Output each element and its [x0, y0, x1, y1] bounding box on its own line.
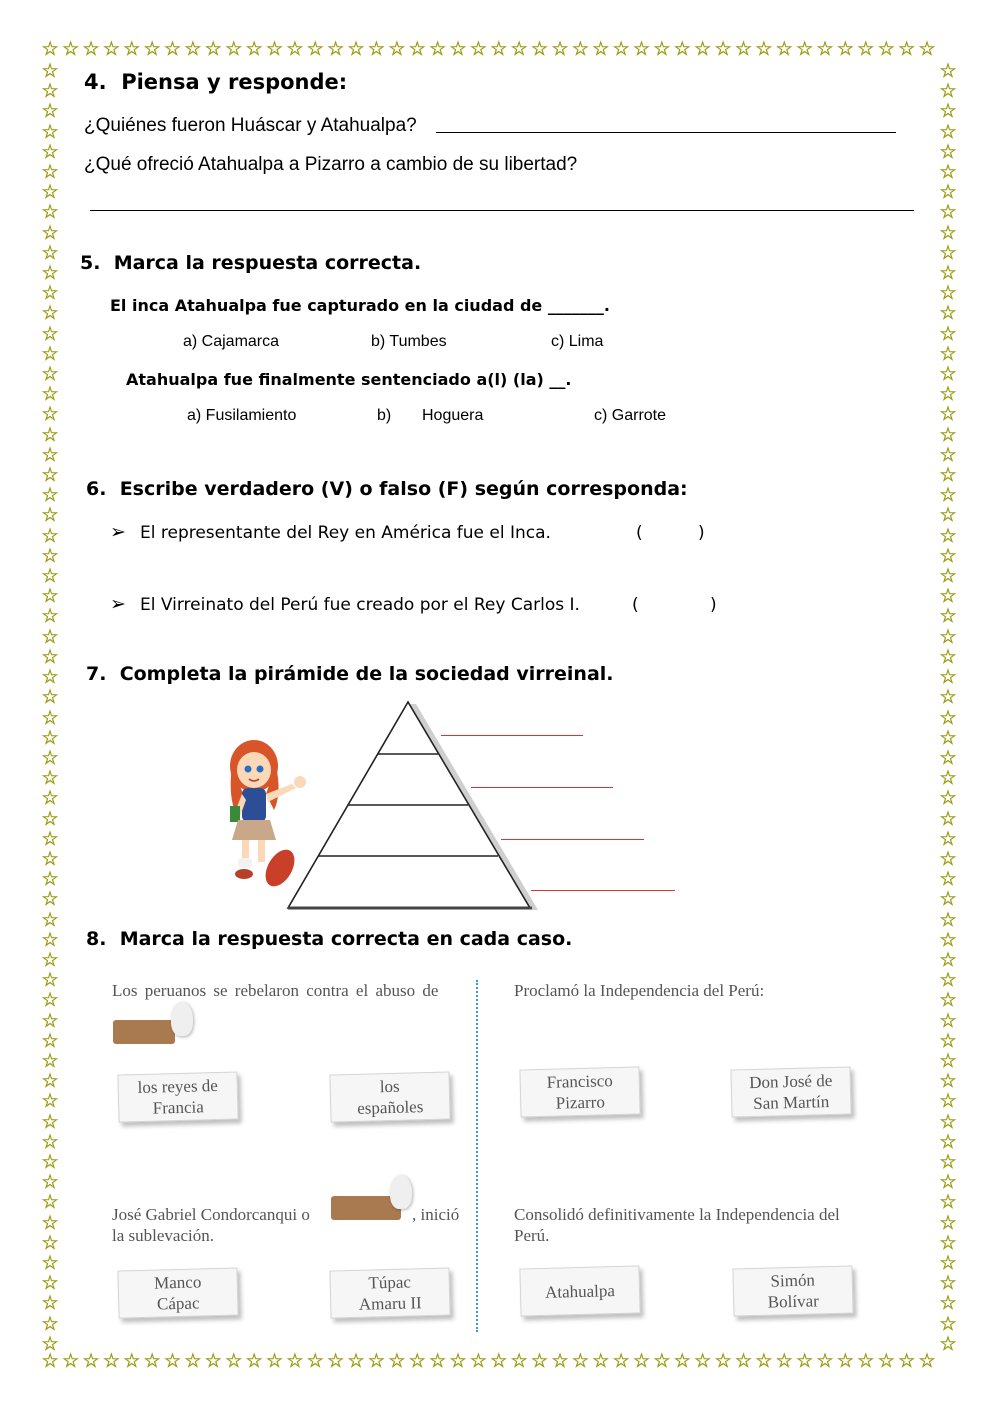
star-icon: ☆ — [41, 1131, 59, 1153]
star-icon: ☆ — [939, 1313, 957, 1335]
star-icon: ☆ — [939, 384, 957, 406]
star-icon: ☆ — [857, 39, 875, 60]
star-icon: ☆ — [41, 707, 59, 729]
q6-paren-open-1[interactable]: ( — [636, 523, 643, 543]
star-icon: ☆ — [367, 39, 385, 60]
star-icon: ☆ — [41, 949, 59, 971]
star-icon: ☆ — [41, 81, 59, 103]
q4-title: Piensa y responde: — [121, 70, 348, 94]
star-icon: ☆ — [939, 1071, 957, 1093]
q7-title: Completa la pirámide de la sociedad virreinal. — [119, 663, 614, 685]
star-icon: ☆ — [531, 1351, 549, 1372]
star-icon: ☆ — [877, 1351, 895, 1372]
star-icon: ☆ — [143, 39, 161, 60]
star-icon: ☆ — [245, 39, 263, 60]
star-icon: ☆ — [939, 121, 957, 143]
star-icon: ☆ — [347, 1351, 365, 1372]
star-icon: ☆ — [82, 1351, 100, 1372]
star-icon: ☆ — [939, 1010, 957, 1032]
q5-title: Marca la respuesta correcta. — [113, 252, 422, 274]
q5-number: 5. — [80, 252, 101, 274]
q8-br-prompt-line2: Perú. — [514, 1226, 550, 1245]
star-icon: ☆ — [939, 1232, 957, 1254]
star-icon: ☆ — [939, 606, 957, 628]
q6-statement-2: El Virreinato del Perú fue creado por el Rey Carlos I. — [140, 595, 580, 615]
star-icon: ☆ — [939, 848, 957, 870]
star-icon: ☆ — [898, 1351, 916, 1372]
q5-heading — [80, 252, 421, 274]
q8-bl-prompt-part2: , inició — [412, 1205, 460, 1224]
star-icon: ☆ — [939, 1273, 957, 1295]
star-icon: ☆ — [469, 1351, 487, 1372]
q6-bullet-2: ➢ — [110, 593, 126, 615]
star-icon: ☆ — [939, 929, 957, 951]
star-icon: ☆ — [939, 1030, 957, 1052]
star-icon: ☆ — [939, 687, 957, 709]
star-icon: ☆ — [123, 39, 141, 60]
q8-br-option-1[interactable] — [519, 1265, 640, 1316]
star-icon: ☆ — [775, 39, 793, 60]
star-icon: ☆ — [41, 121, 59, 143]
q8-tl-option-2[interactable] — [329, 1071, 450, 1122]
star-icon: ☆ — [939, 545, 957, 567]
star-icon: ☆ — [939, 828, 957, 850]
star-icon: ☆ — [939, 1192, 957, 1214]
star-icon: ☆ — [327, 39, 345, 60]
star-icon: ☆ — [41, 202, 59, 224]
star-icon: ☆ — [836, 1351, 854, 1372]
star-icon: ☆ — [41, 667, 59, 689]
q4-answer-line-1[interactable] — [436, 132, 896, 133]
star-icon: ☆ — [408, 1351, 426, 1372]
star-icon: ☆ — [939, 465, 957, 487]
star-icon: ☆ — [41, 970, 59, 992]
star-icon: ☆ — [939, 869, 957, 891]
star-icon: ☆ — [143, 1351, 161, 1372]
star-border-top — [40, 40, 937, 59]
star-icon: ☆ — [41, 182, 59, 204]
star-icon: ☆ — [41, 848, 59, 870]
star-icon: ☆ — [41, 687, 59, 709]
society-pyramid — [282, 698, 540, 916]
star-icon: ☆ — [939, 1111, 957, 1133]
star-icon: ☆ — [41, 343, 59, 365]
star-icon: ☆ — [939, 1050, 957, 1072]
star-icon: ☆ — [184, 39, 202, 60]
star-icon: ☆ — [939, 1172, 957, 1194]
star-icon: ☆ — [551, 1351, 569, 1372]
q8-bl-tape-curl — [390, 1175, 412, 1209]
star-icon: ☆ — [286, 39, 304, 60]
star-icon: ☆ — [41, 990, 59, 1012]
star-icon: ☆ — [306, 1351, 324, 1372]
star-icon: ☆ — [41, 1050, 59, 1072]
q8-divider — [476, 980, 478, 1332]
star-icon: ☆ — [939, 364, 957, 386]
star-icon: ☆ — [41, 303, 59, 325]
star-icon: ☆ — [490, 39, 508, 60]
q8-tr-option-1-label: Francisco Pizarro — [546, 1071, 614, 1113]
q4-heading — [84, 70, 347, 94]
star-icon: ☆ — [734, 1351, 752, 1372]
star-icon: ☆ — [939, 1212, 957, 1234]
star-icon: ☆ — [918, 39, 936, 60]
star-icon: ☆ — [41, 1232, 59, 1254]
star-icon: ☆ — [939, 566, 957, 588]
star-icon: ☆ — [41, 444, 59, 466]
star-icon: ☆ — [714, 1351, 732, 1372]
star-icon: ☆ — [939, 101, 957, 123]
q5-item1-option-c[interactable]: c) Lima — [551, 333, 604, 350]
star-icon: ☆ — [939, 141, 957, 163]
star-icon: ☆ — [939, 1333, 957, 1355]
q8-br-prompt-line1: Consolidó definitivamente la Independencia del — [514, 1205, 840, 1224]
q6-title: Escribe verdadero (V) o falso (F) según corresponda: — [119, 478, 688, 500]
star-icon: ☆ — [592, 39, 610, 60]
star-icon: ☆ — [694, 39, 712, 60]
star-icon: ☆ — [898, 39, 916, 60]
star-icon: ☆ — [41, 1273, 59, 1295]
star-border-left — [40, 62, 60, 1355]
pyramid-answer-line-3[interactable] — [501, 839, 644, 840]
star-icon: ☆ — [41, 1111, 59, 1133]
star-icon: ☆ — [755, 1351, 773, 1372]
star-icon: ☆ — [939, 343, 957, 365]
star-icon: ☆ — [939, 61, 957, 82]
q8-tl-tape-blank — [113, 1020, 175, 1044]
q7-number: 7. — [86, 663, 107, 685]
star-icon: ☆ — [939, 444, 957, 466]
star-icon: ☆ — [939, 283, 957, 305]
star-icon: ☆ — [714, 39, 732, 60]
q6-heading — [86, 478, 688, 500]
star-icon: ☆ — [41, 263, 59, 285]
star-icon: ☆ — [939, 263, 957, 285]
star-icon: ☆ — [653, 39, 671, 60]
star-icon: ☆ — [82, 39, 100, 60]
star-icon: ☆ — [41, 788, 59, 810]
star-icon: ☆ — [41, 323, 59, 345]
star-icon: ☆ — [41, 1252, 59, 1274]
star-icon: ☆ — [755, 39, 773, 60]
q7-heading — [86, 663, 614, 685]
star-icon: ☆ — [939, 404, 957, 426]
star-icon: ☆ — [41, 61, 59, 82]
q6-number: 6. — [86, 478, 107, 500]
star-icon: ☆ — [836, 39, 854, 60]
star-icon: ☆ — [939, 81, 957, 103]
star-icon: ☆ — [41, 909, 59, 931]
q8-title: Marca la respuesta correcta en cada caso. — [119, 928, 573, 950]
q4-question-1: ¿Quiénes fueron Huáscar y Atahualpa? — [84, 115, 417, 136]
star-icon: ☆ — [327, 1351, 345, 1372]
star-icon: ☆ — [41, 1091, 59, 1113]
q5-item2-option-a[interactable]: a) Fusilamiento — [187, 407, 297, 424]
star-icon: ☆ — [41, 505, 59, 527]
star-icon: ☆ — [164, 1351, 182, 1372]
q8-tr-option-2[interactable] — [730, 1066, 851, 1117]
star-icon: ☆ — [796, 1351, 814, 1372]
star-icon: ☆ — [734, 39, 752, 60]
star-icon: ☆ — [41, 242, 59, 264]
q8-bl-prompt-part3: la sublevación. — [112, 1226, 214, 1245]
star-icon: ☆ — [41, 39, 59, 60]
star-icon: ☆ — [102, 1351, 120, 1372]
star-icon: ☆ — [123, 1351, 141, 1372]
q6-paren-close-1[interactable]: ) — [698, 523, 705, 543]
q8-bl-prompt-part1: José Gabriel Condorcanqui o — [112, 1205, 310, 1224]
q4-answer-line-2[interactable] — [90, 210, 914, 211]
star-icon: ☆ — [939, 1151, 957, 1173]
star-icon: ☆ — [816, 1351, 834, 1372]
star-icon: ☆ — [245, 1351, 263, 1372]
star-icon: ☆ — [184, 1351, 202, 1372]
star-icon: ☆ — [571, 39, 589, 60]
star-icon: ☆ — [41, 384, 59, 406]
star-icon: ☆ — [41, 1192, 59, 1214]
star-icon: ☆ — [939, 747, 957, 769]
star-icon: ☆ — [939, 485, 957, 507]
star-icon: ☆ — [265, 39, 284, 60]
star-icon: ☆ — [429, 39, 447, 60]
star-icon: ☆ — [531, 39, 549, 60]
star-icon: ☆ — [939, 586, 957, 608]
q8-tl-option-2-label: los españoles — [356, 1076, 424, 1118]
q8-bl-option-1[interactable] — [117, 1267, 238, 1318]
star-icon: ☆ — [449, 39, 467, 60]
star-icon: ☆ — [918, 1351, 936, 1372]
q4-number: 4. — [84, 70, 107, 94]
star-icon: ☆ — [41, 606, 59, 628]
star-icon: ☆ — [41, 485, 59, 507]
star-icon: ☆ — [41, 222, 59, 244]
star-icon: ☆ — [653, 1351, 671, 1372]
star-icon: ☆ — [41, 404, 59, 426]
star-icon: ☆ — [204, 39, 222, 60]
star-border-right — [938, 62, 958, 1355]
star-icon: ☆ — [41, 283, 59, 305]
star-icon: ☆ — [41, 364, 59, 386]
star-border-bottom — [40, 1352, 937, 1371]
star-icon: ☆ — [41, 1351, 59, 1372]
star-icon: ☆ — [939, 667, 957, 689]
star-icon: ☆ — [164, 39, 182, 60]
star-icon: ☆ — [571, 1351, 589, 1372]
star-icon: ☆ — [939, 768, 957, 790]
star-icon: ☆ — [939, 323, 957, 345]
star-icon: ☆ — [429, 1351, 447, 1372]
star-icon: ☆ — [41, 1313, 59, 1335]
star-icon: ☆ — [673, 1351, 691, 1372]
q8-tr-option-2-label: Don José de San Martín — [748, 1070, 833, 1113]
star-icon: ☆ — [102, 39, 120, 60]
star-icon: ☆ — [388, 1351, 406, 1372]
star-icon: ☆ — [204, 1351, 222, 1372]
star-icon: ☆ — [775, 1351, 793, 1372]
star-icon: ☆ — [796, 39, 814, 60]
q5-item2-option-b-letter[interactable]: b) — [377, 407, 392, 424]
star-icon: ☆ — [939, 909, 957, 931]
q6-bullet-1: ➢ — [110, 521, 126, 543]
star-icon: ☆ — [939, 990, 957, 1012]
star-icon: ☆ — [939, 727, 957, 749]
star-icon: ☆ — [41, 1293, 59, 1315]
star-icon: ☆ — [41, 727, 59, 749]
q5-item1-option-b[interactable]: b) Tumbes — [371, 333, 447, 350]
star-icon: ☆ — [306, 39, 324, 60]
star-icon: ☆ — [41, 545, 59, 567]
star-icon: ☆ — [939, 788, 957, 810]
star-icon: ☆ — [633, 39, 651, 60]
star-icon: ☆ — [551, 39, 569, 60]
star-icon: ☆ — [41, 525, 59, 547]
star-icon: ☆ — [41, 869, 59, 891]
star-icon: ☆ — [939, 1252, 957, 1274]
star-icon: ☆ — [939, 1293, 957, 1315]
star-icon: ☆ — [510, 1351, 528, 1372]
star-icon: ☆ — [939, 162, 957, 184]
star-icon: ☆ — [592, 1351, 610, 1372]
q6-paren-open-2[interactable]: ( — [632, 595, 639, 615]
star-icon: ☆ — [388, 39, 406, 60]
pyramid-answer-line-2[interactable] — [471, 787, 613, 788]
q6-paren-close-2[interactable]: ) — [710, 595, 717, 615]
q8-br-option-1-label: Atahualpa — [544, 1280, 616, 1302]
star-icon: ☆ — [41, 566, 59, 588]
star-icon: ☆ — [41, 424, 59, 446]
star-icon: ☆ — [939, 182, 957, 204]
star-icon: ☆ — [41, 646, 59, 668]
star-icon: ☆ — [367, 1351, 385, 1372]
star-icon: ☆ — [41, 1212, 59, 1234]
star-icon: ☆ — [41, 808, 59, 830]
star-icon: ☆ — [612, 39, 630, 60]
star-icon: ☆ — [41, 1071, 59, 1093]
star-icon: ☆ — [41, 1030, 59, 1052]
star-icon: ☆ — [225, 1351, 243, 1372]
q6-statement-1: El representante del Rey en América fue el Inca. — [140, 523, 551, 543]
star-icon: ☆ — [939, 646, 957, 668]
q8-bl-option-1-label: Manco Cápac — [153, 1272, 202, 1314]
star-icon: ☆ — [939, 424, 957, 446]
pyramid-answer-line-1[interactable] — [441, 735, 583, 736]
star-icon: ☆ — [939, 525, 957, 547]
star-icon: ☆ — [939, 626, 957, 648]
star-icon: ☆ — [41, 889, 59, 911]
q8-heading — [86, 928, 572, 950]
q5-item2-text: Atahualpa fue finalmente sentenciado a(l) (la) __. — [126, 370, 572, 389]
star-icon: ☆ — [225, 39, 243, 60]
star-icon: ☆ — [939, 303, 957, 325]
star-icon: ☆ — [694, 1351, 712, 1372]
star-icon: ☆ — [939, 1091, 957, 1113]
star-icon: ☆ — [939, 1131, 957, 1153]
star-icon: ☆ — [41, 828, 59, 850]
star-icon: ☆ — [939, 808, 957, 830]
q8-number: 8. — [86, 928, 107, 950]
q8-tl-prompt: Los peruanos se rebelaron contra el abuso de — [112, 981, 439, 1000]
star-icon: ☆ — [408, 39, 426, 60]
star-icon: ☆ — [41, 141, 59, 163]
star-icon: ☆ — [490, 1351, 508, 1372]
star-icon: ☆ — [939, 505, 957, 527]
star-icon: ☆ — [510, 39, 528, 60]
star-icon: ☆ — [673, 39, 691, 60]
q8-tr-prompt: Proclamó la Independencia del Perú: — [514, 981, 765, 1000]
q8-br-option-2-label: Simón Bolívar — [767, 1270, 820, 1312]
star-icon: ☆ — [939, 949, 957, 971]
star-icon: ☆ — [41, 101, 59, 123]
q8-tl-option-1-label: los reyes de Francia — [137, 1075, 219, 1118]
q8-br-option-2[interactable] — [732, 1265, 853, 1316]
star-icon: ☆ — [939, 242, 957, 264]
star-icon: ☆ — [41, 768, 59, 790]
star-icon: ☆ — [41, 929, 59, 951]
star-icon: ☆ — [41, 1333, 59, 1355]
star-icon: ☆ — [857, 1351, 875, 1372]
star-icon: ☆ — [347, 39, 365, 60]
star-icon: ☆ — [41, 1172, 59, 1194]
star-icon: ☆ — [41, 465, 59, 487]
star-icon: ☆ — [939, 707, 957, 729]
star-icon: ☆ — [939, 202, 957, 224]
q8-bl-option-2-label: Túpac Amaru II — [358, 1272, 422, 1314]
star-icon: ☆ — [877, 39, 895, 60]
star-icon: ☆ — [612, 1351, 630, 1372]
star-icon: ☆ — [265, 1351, 284, 1372]
q5-item2-option-c[interactable]: c) Garrote — [594, 407, 667, 424]
star-icon: ☆ — [41, 162, 59, 184]
q8-tl-option-1[interactable] — [117, 1071, 238, 1122]
pyramid-answer-line-4[interactable] — [531, 890, 675, 891]
q8-bl-option-2[interactable] — [329, 1267, 450, 1318]
star-icon: ☆ — [41, 1010, 59, 1032]
star-icon: ☆ — [449, 1351, 467, 1372]
star-icon: ☆ — [62, 39, 80, 60]
q8-tr-option-1[interactable] — [519, 1066, 640, 1117]
star-icon: ☆ — [286, 1351, 304, 1372]
star-icon: ☆ — [939, 222, 957, 244]
star-icon: ☆ — [41, 586, 59, 608]
star-icon: ☆ — [41, 747, 59, 769]
q5-item1-option-a[interactable]: a) Cajamarca — [183, 333, 280, 350]
star-icon: ☆ — [939, 889, 957, 911]
star-icon: ☆ — [469, 39, 487, 60]
star-icon: ☆ — [41, 1151, 59, 1173]
star-icon: ☆ — [633, 1351, 651, 1372]
star-icon: ☆ — [816, 39, 834, 60]
q5-item2-option-b-text[interactable]: Hoguera — [422, 407, 484, 424]
star-icon: ☆ — [939, 970, 957, 992]
q5-item1-text: El inca Atahualpa fue capturado en la ciudad de _______. — [110, 296, 610, 315]
q4-question-2: ¿Qué ofreció Atahualpa a Pizarro a cambio de su libertad? — [84, 154, 578, 175]
q8-tl-tape-curl — [171, 1002, 193, 1036]
star-icon: ☆ — [41, 626, 59, 648]
star-icon: ☆ — [62, 1351, 80, 1372]
